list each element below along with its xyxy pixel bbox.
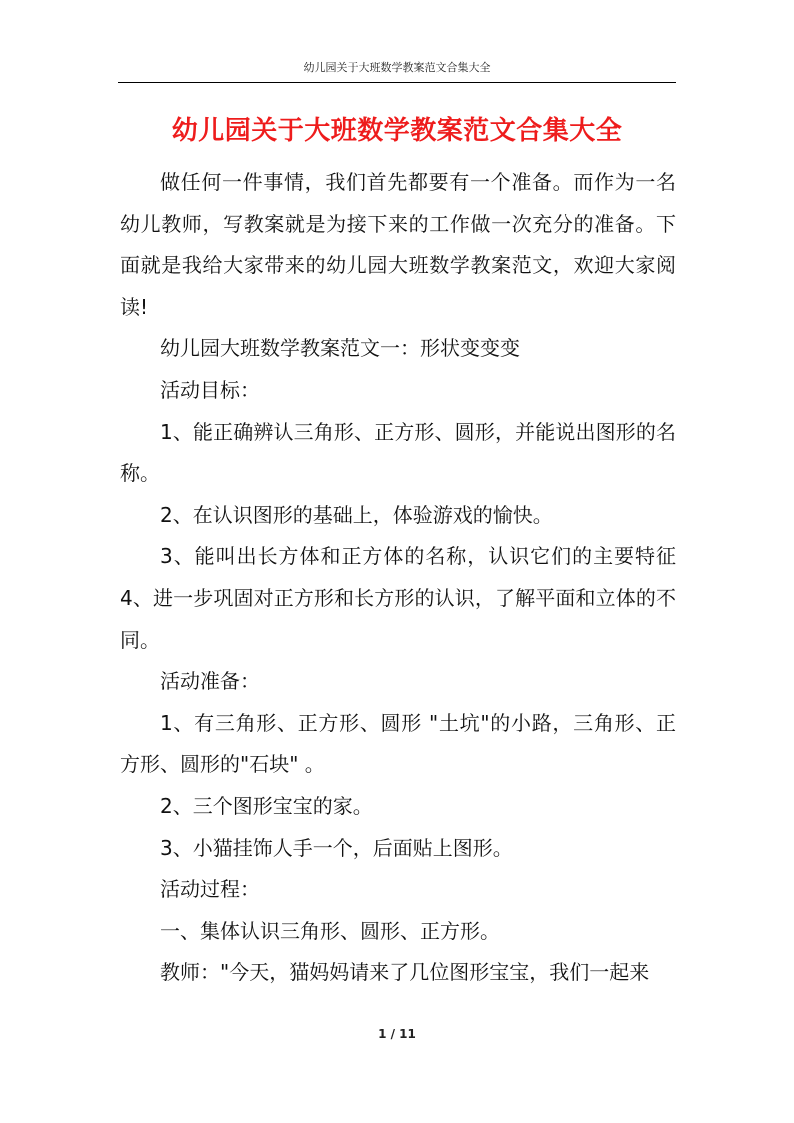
prep-item-3: 3、小猫挂饰人手一个，后面贴上图形。 <box>160 835 513 860</box>
process-step-1: 一、集体认识三角形、圆形、正方形。 <box>160 918 500 943</box>
goal-item-2: 2、在认识图形的基础上，体验游戏的愉快。 <box>160 502 553 527</box>
goal-item-1: 1、能正确辨认三角形、正方形、圆形，并能说出图形的名称。 <box>120 419 676 486</box>
page-number: 1 / 11 <box>378 1027 416 1041</box>
section-heading-plan-one: 幼儿园大班数学教案范文一：形状变变变 <box>160 336 520 361</box>
document-body <box>120 162 676 994</box>
teacher-dialogue: 教师："今天，猫妈妈请来了几位图形宝宝，我们一起来 <box>160 960 650 985</box>
heading-activity-preparation: 活动准备： <box>160 669 260 694</box>
goal-item-3: 3、能叫出长方体和正方体的名称，认识它们的主要特征 4、进一步巩固对正方形和长方形的认识，了解平面和立体的不同。 <box>120 544 676 652</box>
heading-activity-goals: 活动目标： <box>160 377 260 402</box>
running-header: 幼儿园关于大班数学教案范文合集大全 <box>303 61 491 74</box>
prep-item-1: 1、有三角形、正方形、圆形 "土坑"的小路，三角形、正方形、圆形的"石块" 。 <box>120 710 676 777</box>
heading-activity-process: 活动过程： <box>160 877 260 902</box>
intro-paragraph: 做任何一件事情，我们首先都要有一个准备。而作为一名幼儿教师，写教案就是为接下来的工作做一次充分的准备。下面就是我给大家带来的幼儿园大班数学教案范文，欢迎大家阅读! <box>120 170 676 319</box>
document-title: 幼儿园关于大班数学教案范文合集大全 <box>171 116 623 146</box>
header-divider <box>118 82 676 83</box>
prep-item-2: 2、三个图形宝宝的家。 <box>160 793 373 818</box>
